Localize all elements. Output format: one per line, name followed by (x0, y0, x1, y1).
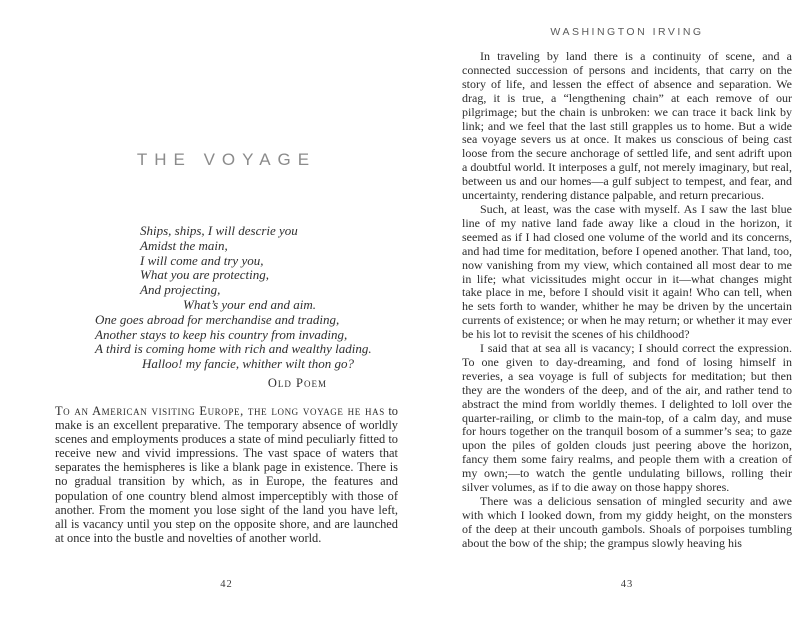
body-text (462, 50, 792, 551)
right-page (462, 0, 792, 617)
poem-line: Amidst the main, (140, 237, 228, 253)
running-header: WASHINGTON IRVING (550, 26, 704, 38)
poem-line: I will come and try you, (140, 252, 264, 268)
body-paragraph: In traveling by land there is a continuity of scene, and a connected succession of persons and incidents, that carry on the story of life, and lessen the effect of absence and separation. We drag, it is true, a “lengthening chain” at each remove of our pilgrimage; but the chain is unbroken: we can trace it back link by link; and we feel that the last still grapples us to home. But a wide sea voyage severs us at once. It makes us conscious of being cast loose from the secure anchorage of settled life, and sent adrift upon a doubtful world. It interposes a gulf, not merely imaginary, but real, between us and our homes—a gulf subject to tempest, and fear, and uncertainty, rendering distance palpable, and return precarious. (462, 49, 792, 203)
poem-line: A third is coming home with rich and wealthy lading. (95, 341, 372, 357)
poem-epigraph (95, 224, 395, 372)
poem-line: One goes abroad for merchandise and trading, (95, 311, 340, 327)
poem-line: Halloo! my fancie, whither wilt thon go? (142, 356, 354, 372)
body-paragraph: I said that at sea all is vacancy; I should correct the expression. To one given to day-dreaming, and fond of losing himself in reveries, a sea voyage is full of subjects for meditation; but then they are the wonders of the deep, and of the air, and rather tend to abstract the mind from worldly themes. I delighted to loll over the quarter-railing, or climb to the main-top, of a calm day, and muse for hours together on the tranquil bosom of a summer’s sea; to gaze upon the piles of golden clouds just peering above the horizon, fancy them some fairy realms, and people them with a creation of my own;—to watch the gentle undulating billows, rolling their silver volumes, as if to die away on those happy shores. (462, 341, 792, 495)
poem-line: What’s your end and aim. (183, 296, 317, 312)
body-paragraph: Such, at least, was the case with myself. As I saw the last blue line of my native land fade away like a cloud in the horizon, it seemed as if I had closed one volume of the world and its concerns, and had time for meditation, before I opened another. That land, too, now vanishing from my view, which contained all most dear to me in life; what vicissitudes might occur in it—what changes might take place in me, before I should visit it again! Who can tell, when he sets forth to wander, whither he may be driven by the uncertain currents of existence; or when he may return; or whether it may ever be his lot to revisit the scenes of his childhood? (462, 201, 792, 342)
left-page (55, 0, 398, 617)
paragraph-text: to make is an excellent preparative. The temporary absence of worldly scenes and employments produces a state of mind peculiarly fitted to receive new and vivid impressions. The vast space of waters that separates the hemispheres is like a blank page in existence. There is no gradual transition by which, as in Europe, the features and population of one country blend almost imperceptibly with those of another. From the moment you lose sight of the land you have left, all is vacancy until you step on the opposite shore, and are launched at once into the bustle and novelties of another world. (55, 404, 398, 545)
poem-line: What you are protecting, (140, 267, 270, 283)
poem-attribution: Old Poem (267, 376, 327, 390)
poem-line: Ships, ships, I will descrie you (140, 223, 298, 238)
page-number-left: 42 (220, 579, 233, 590)
body-paragraph: There was a delicious sensation of mingled security and awe with which I looked down, from my giddy height, on the monsters of the deep at their uncouth gambols. Shoals of porpoises tumbling about the bow of the ship; the grampus slowly heaving his (462, 494, 792, 550)
poem-line: And projecting, (140, 282, 221, 298)
opening-paragraph (55, 404, 398, 545)
poem-line: Another stays to keep his country from invading, (95, 326, 348, 342)
small-caps-lead: To an American visiting Europe, the long voyage he has (55, 404, 385, 418)
chapter-title: THE VOYAGE (136, 150, 317, 169)
page-number-right: 43 (620, 579, 634, 590)
